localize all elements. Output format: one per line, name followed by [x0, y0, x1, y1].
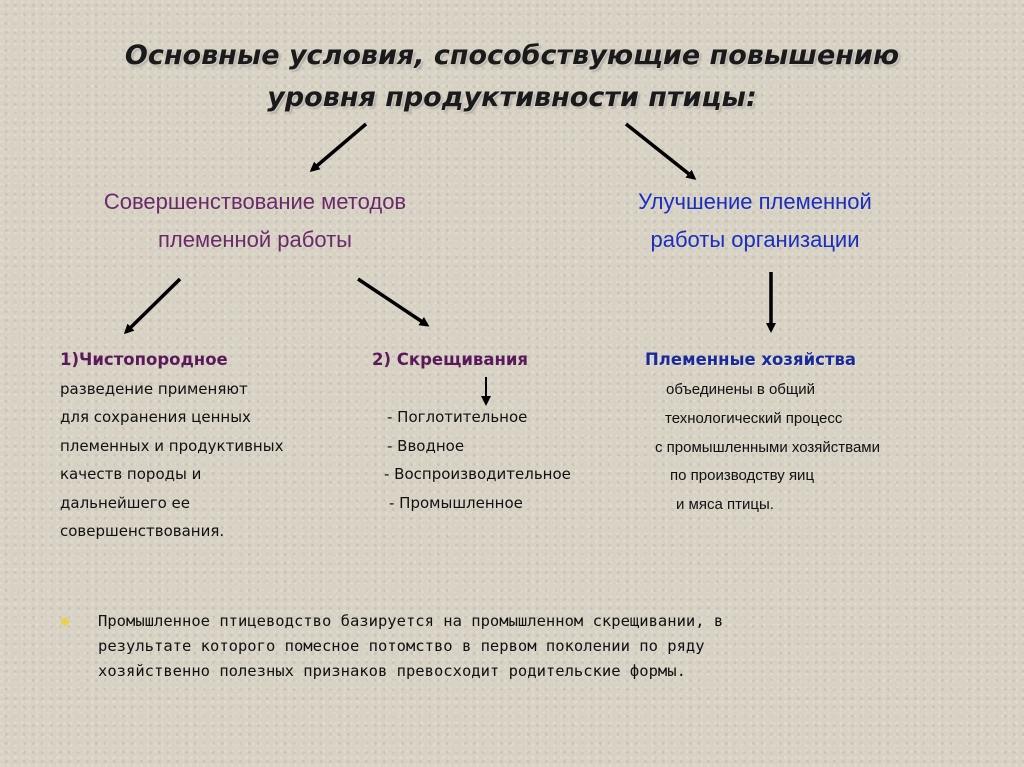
- arrow-title-right: [626, 124, 694, 178]
- industrial-note: [98, 609, 723, 684]
- title-line-2: уровня продуктивности птицы:: [267, 82, 757, 113]
- farms-line: технологический процесс: [665, 410, 843, 427]
- crossbreeding-item: - Вводное: [387, 437, 465, 455]
- purebred-line: разведение применяют: [60, 379, 248, 398]
- branch-organization-line-2: работы организации: [650, 227, 860, 252]
- branch-organization-line-1: Улучшение племенной: [638, 189, 872, 214]
- crossbreeding-item: - Воспроизводительное: [384, 465, 571, 483]
- note-line: хозяйственно полезных признаков превосходит родительские формы.: [98, 662, 686, 680]
- purebred-line: дальнейшего ее: [60, 493, 191, 512]
- crossbreeding-header: 2) Скрещивания: [372, 350, 529, 369]
- arrow-methods-purebred: [126, 279, 180, 332]
- farms-header: Племенные хозяйства: [645, 350, 857, 369]
- branch-organization: [570, 183, 940, 259]
- bullet-icon: ◆: [60, 614, 70, 629]
- purebred-line: племенных и продуктивных: [60, 436, 284, 455]
- arrow-title-left: [312, 124, 366, 170]
- farms-line: с промышленными хозяйствами: [655, 439, 880, 456]
- purebred-line: для сохранения ценных: [60, 408, 251, 426]
- note-line: результате которого помесное потомство в первом поколении по ряду: [98, 637, 705, 655]
- crossbreeding-item: - Поглотительное: [387, 408, 528, 426]
- purebred-line: совершенствования.: [60, 522, 225, 540]
- branch-methods: [40, 183, 470, 259]
- purebred-column: [60, 346, 283, 546]
- branch-methods-line-2: племенной работы: [158, 227, 352, 252]
- farms-line: и мяса птицы.: [676, 496, 774, 513]
- title-line-1: Основные условия, способствующие повышению: [124, 40, 900, 71]
- farms-line: объединены в общий: [666, 381, 815, 398]
- purebred-line: качеств породы и: [60, 465, 202, 483]
- branch-methods-line-1: Совершенствование методов: [103, 189, 407, 214]
- purebred-header: 1)Чистопородное: [60, 350, 228, 369]
- crossbreeding-item: - Промышленное: [389, 494, 523, 512]
- note-line: Промышленное птицеводство базируется на промышленном скрещивании, в: [98, 612, 724, 630]
- farms-line: по производству яиц: [670, 467, 815, 484]
- arrow-methods-crossing: [358, 279, 427, 325]
